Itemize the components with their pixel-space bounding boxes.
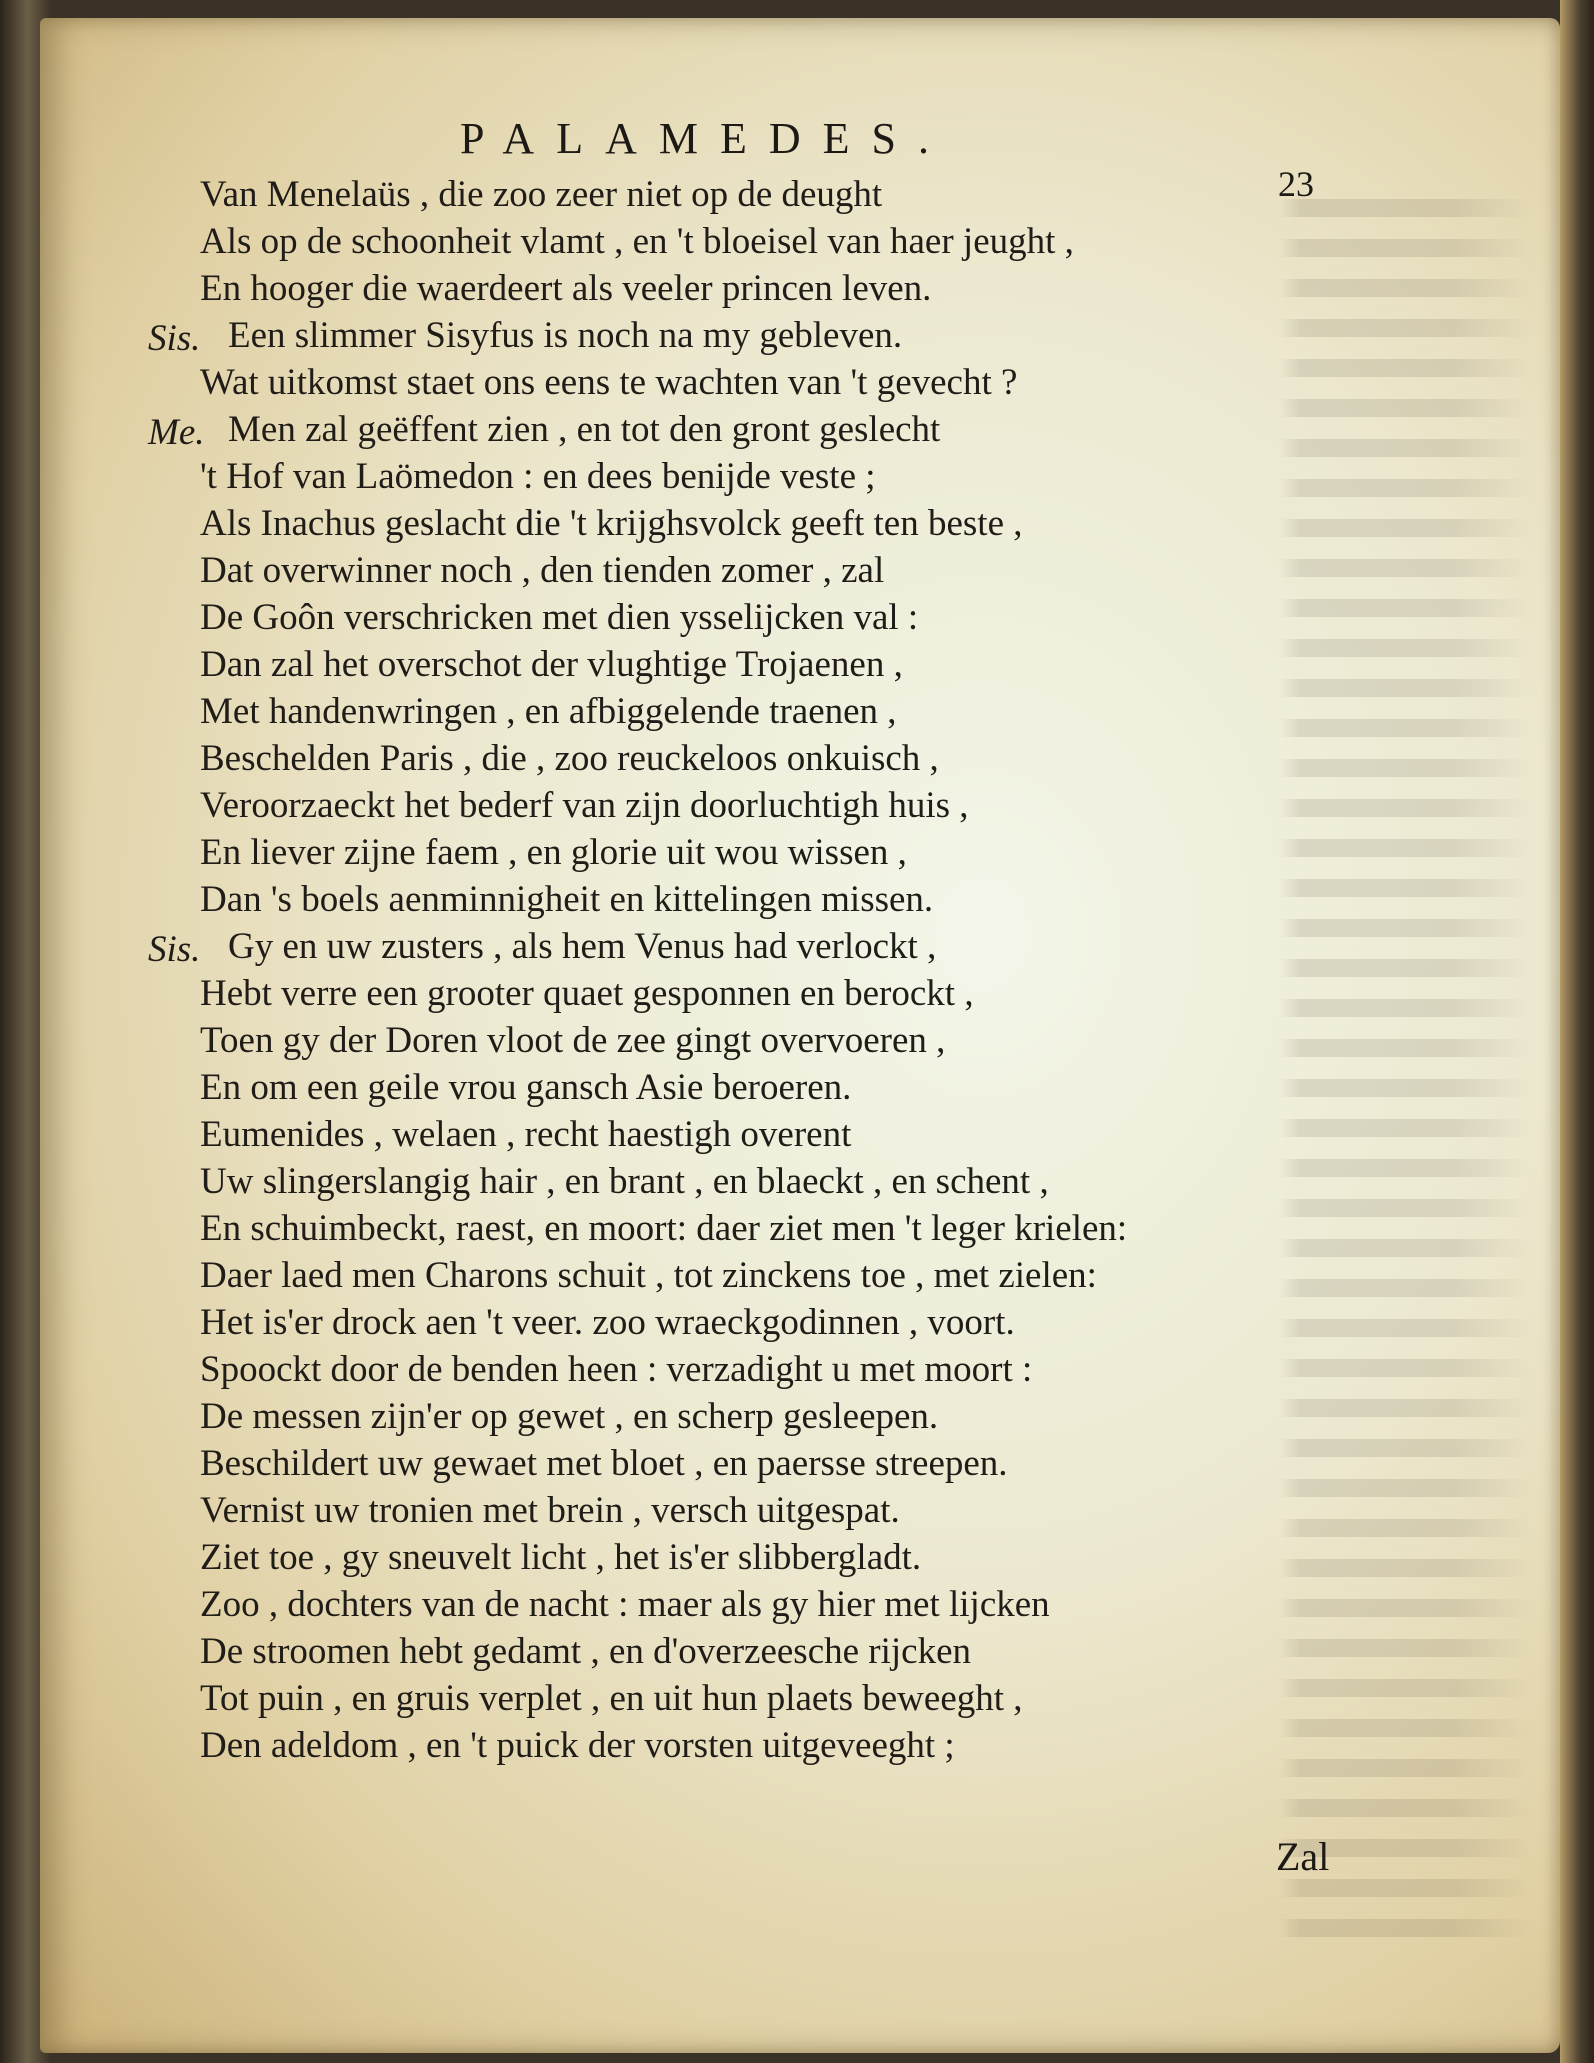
show-through-line	[1280, 519, 1530, 537]
show-through-line	[1280, 1079, 1530, 1097]
show-through-line	[1280, 1319, 1530, 1337]
show-through-line	[1280, 919, 1530, 937]
verse-line: Als Inachus geslacht die 't krijghsvolck geeft ten beste ,	[200, 503, 1023, 544]
show-through-line	[1280, 399, 1530, 417]
show-through-line	[1280, 319, 1530, 337]
show-through-line	[1280, 1679, 1530, 1697]
show-through-line	[1280, 199, 1530, 217]
verse-line: En hooger die waerdeert als veeler princen leven.	[200, 268, 932, 309]
show-through-line	[1280, 1399, 1530, 1417]
show-through-line	[1280, 839, 1530, 857]
right-page-edge	[1560, 0, 1594, 2063]
show-through-line	[1280, 1919, 1530, 1937]
show-through-line	[1280, 999, 1530, 1017]
verse-line: Als op de schoonheit vlamt , en 't bloeisel van haer jeught ,	[200, 221, 1074, 262]
speaker-label: Sis.	[148, 929, 201, 970]
verse-line: Beschelden Paris , die , zoo reuckeloos onkuisch ,	[200, 738, 939, 779]
show-through-line	[1280, 599, 1530, 617]
show-through-line	[1280, 1159, 1530, 1177]
show-through-line	[1280, 879, 1530, 897]
verse-line: Met handenwringen , en afbiggelende traenen ,	[200, 691, 897, 732]
verse-line: Spoockt door de benden heen : verzadight u met moort :	[200, 1349, 1033, 1390]
verse-line: Tot puin , en gruis verplet , en uit hun plaets beweeght ,	[200, 1678, 1023, 1719]
show-through-line	[1280, 719, 1530, 737]
verse-line: Dan zal het overschot der vlughtige Trojaenen ,	[200, 644, 903, 685]
verse-line: Van Menelaüs , die zoo zeer niet op de deught	[200, 174, 883, 215]
verse-line: En liever zijne faem , en glorie uit wou wissen ,	[200, 832, 907, 873]
show-through-line	[1280, 1479, 1530, 1497]
verse-line: Zoo , dochters van de nacht : maer als gy hier met lijcken	[200, 1584, 1050, 1625]
verse-line: Ziet toe , gy sneuvelt licht , het is'er slibbergladt.	[200, 1537, 922, 1578]
show-through-line	[1280, 679, 1530, 697]
verse-line: Een slimmer Sisyfus is noch na my gebleven.	[228, 315, 903, 356]
show-through-line	[1280, 1039, 1530, 1057]
verse-line: Hebt verre een grooter quaet gesponnen en berockt ,	[200, 973, 974, 1014]
show-through-line	[1280, 1879, 1530, 1897]
verse-line: De Goôn verschricken met dien ysselijcken val :	[200, 597, 919, 638]
book-page	[40, 18, 1560, 2053]
verse-line: Den adeldom , en 't puick der vorsten uitgeveeght ;	[200, 1725, 955, 1766]
verse-line: Wat uitkomst staet ons eens te wachten van 't gevecht ?	[200, 362, 1018, 403]
verse-line: Dan 's boels aenminnigheit en kittelingen missen.	[200, 879, 934, 920]
verse-line: Daer laed men Charons schuit , tot zinckens toe , met zielen:	[200, 1255, 1097, 1296]
show-through-line	[1280, 559, 1530, 577]
show-through-line	[1280, 1279, 1530, 1297]
show-through-line	[1280, 1199, 1530, 1217]
show-through-line	[1280, 239, 1530, 257]
show-through-line	[1280, 1239, 1530, 1257]
running-head: PALAMEDES.	[460, 114, 951, 163]
verse-line: Dat overwinner noch , den tienden zomer , zal	[200, 550, 885, 591]
show-through-line	[1280, 1359, 1530, 1377]
verse-line: Eumenides , welaen , recht haestigh overent	[200, 1114, 852, 1155]
verse-line: De stroomen hebt gedamt , en d'overzeesche rijcken	[200, 1631, 972, 1672]
show-through-line	[1280, 279, 1530, 297]
speaker-label: Me.	[148, 412, 205, 453]
verse-line: Veroorzaeckt het bederf van zijn doorluchtigh huis ,	[200, 785, 969, 826]
show-through-line	[1280, 1759, 1530, 1777]
show-through-line	[1280, 1559, 1530, 1577]
show-through-line	[1280, 359, 1530, 377]
verse-line: 't Hof van Laömedon : en dees benijde veste ;	[200, 456, 876, 497]
show-through-line	[1280, 1519, 1530, 1537]
verse-line: Men zal geëffent zien , en tot den gront geslecht	[228, 409, 941, 450]
show-through-line	[1280, 639, 1530, 657]
show-through-line	[1280, 1799, 1530, 1817]
show-through-line	[1280, 959, 1530, 977]
show-through-line	[1280, 799, 1530, 817]
show-through-line	[1280, 1599, 1530, 1617]
catchword: Zal	[1276, 1834, 1330, 1879]
show-through-line	[1280, 1639, 1530, 1657]
verse-line: En om een geile vrou gansch Asie beroeren.	[200, 1067, 852, 1108]
show-through-line	[1280, 479, 1530, 497]
verse-line: Het is'er drock aen 't veer. zoo wraeckgodinnen , voort.	[200, 1302, 1015, 1343]
show-through-line	[1280, 1119, 1530, 1137]
show-through-line	[1280, 759, 1530, 777]
speaker-label: Sis.	[148, 318, 201, 359]
verse-line: De messen zijn'er op gewet , en scherp gesleepen.	[200, 1396, 939, 1437]
show-through-line	[1280, 1439, 1530, 1457]
show-through-line	[1280, 439, 1530, 457]
verse-line: En schuimbeckt, raest, en moort: daer ziet men 't leger krielen:	[200, 1208, 1128, 1249]
verse-line: Beschildert uw gewaet met bloet , en paersse streepen.	[200, 1443, 1008, 1484]
verse-line: Uw slingerslangig hair , en brant , en blaeckt , en schent ,	[200, 1161, 1049, 1202]
page-number: 23	[1278, 164, 1314, 204]
show-through-text	[1280, 188, 1530, 1968]
show-through-line	[1280, 1719, 1530, 1737]
verse-line: Toen gy der Doren vloot de zee gingt overvoeren ,	[200, 1020, 946, 1061]
verse-line: Vernist uw tronien met brein , versch uitgespat.	[200, 1490, 900, 1531]
verse-line: Gy en uw zusters , als hem Venus had verlockt ,	[228, 926, 937, 967]
